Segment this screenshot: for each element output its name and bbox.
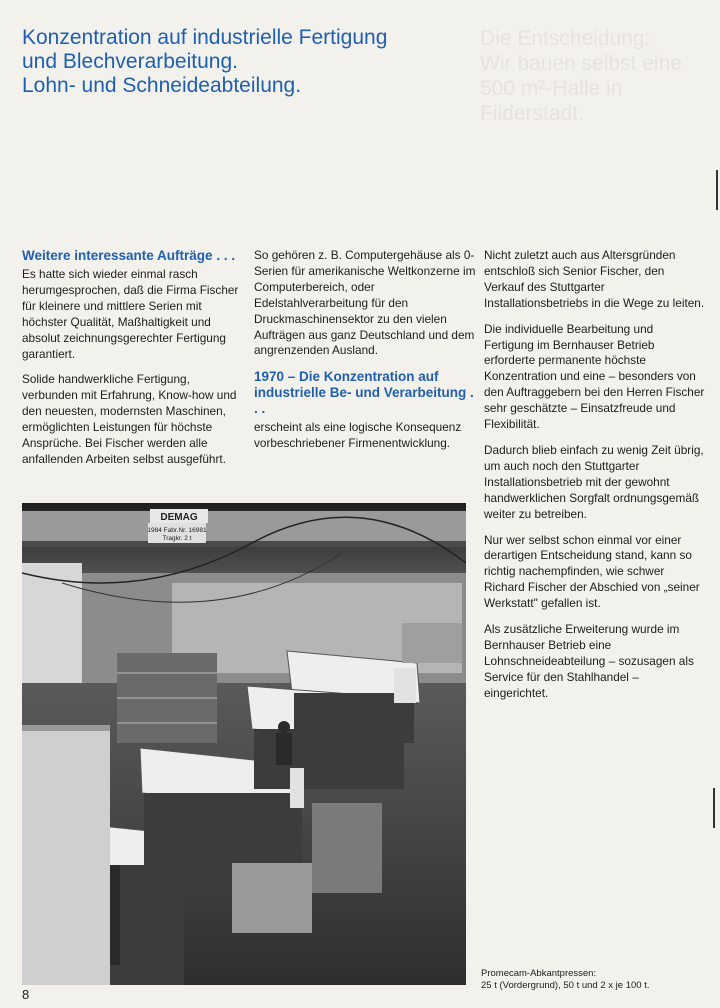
crane-plate-line: 1984 Fabr.Nr. 16981 (147, 527, 207, 534)
bleed-through-line: Wir bauen selbst eine 500 m²-Halle in Filderstadt. (480, 52, 682, 125)
paragraph: Nur wer selbst schon einmal vor einer derartigen Entscheidung stand, kann so richtig nachempfinden, wie schwer Richard Fischer der Abschied von „seiner Werkstatt" gefallen ist. (484, 532, 700, 611)
section-heading: Weitere interessante Aufträge . . . (22, 248, 236, 263)
crane-brand-label: DEMAG (160, 512, 198, 523)
workshop-photo-illustration (22, 503, 466, 985)
paragraph: Dadurch blieb einfach zu wenig Zeit übrig, um auch noch den Stuttgarter Installationsbetrieb mit der gewohnt handwerklichen Sorgfalt ordnungsgemäß weiter zu betreiben. (484, 442, 704, 521)
paragraph: Es hatte sich wieder einmal rasch herumgesprochen, daß die Firma Fischer für kleinere und mittlere Serien mit höchster Qualität, Maßhaltigkeit und absolut zeichnungsgerechter Fertigung garantiert. (22, 267, 239, 361)
paragraph: erscheint als eine logische Konsequenz vorbeschriebener Firmenentwicklung. (254, 420, 462, 451)
paragraph: So gehören z. B. Computergehäuse als 0-Serien für amerikanische Weltkonzerne im Computerbereich, oder Edelstahlverarbeitung für den Druckmaschinensektor zu den vielen Aufträgen aus ganz Deutschland und dem angrenzenden Ausland. (254, 248, 476, 358)
paragraph: Als zusätzliche Erweiterung wurde im Bernhauser Betrieb eine Lohnschneideabteilung – sozusagen als Service für den Stahlhandel – eingerichtet. (484, 622, 694, 700)
title-line: Konzentration auf industrielle Fertigung (22, 26, 388, 49)
section-heading: 1970 – Die Konzentration auf industrielle Be- und Verarbeitung . . . (254, 369, 474, 417)
title-line: Lohn- und Schneideabteilung. (22, 74, 302, 97)
caption-line: Promecam-Abkantpressen: (481, 968, 597, 979)
text-column-2 (254, 248, 478, 462)
binding-mark (716, 170, 718, 210)
text-column-3 (484, 248, 706, 712)
caption-line: 25 t (Vordergrund), 50 t und 2 x je 100 t. (481, 979, 650, 991)
text-column-1 (22, 248, 244, 478)
paragraph: Solide handwerkliche Fertigung, verbunden mit Erfahrung, Know-how und den neuesten, modernsten Maschinen, ermöglichten Leistungen für höchste Ansprüche. Bei Fischer werden alle anfallenden Arbeiten selbst ausgeführt. (22, 372, 237, 466)
paragraph: Nicht zuletzt auch aus Altersgründen entschloß sich Senior Fischer, den Verkauf des Stuttgarter Installationsbetriebs in die Wege zu leiten. (484, 248, 705, 310)
photo-caption (481, 968, 711, 991)
bleed-through-line: Die Entscheidung: (480, 27, 651, 50)
paragraph: Die individuelle Bearbeitung und Fertigung im Bernhauser Betrieb erforderte permanente höchste Konzentration und eine – besonders von den Auftraggebern bei den Herren Fischer sehr geschätzte – Einsatzfreude und Flexibilität. (484, 321, 705, 432)
binding-mark (713, 788, 715, 828)
crane-plate-line: Tragkr. 2 t (162, 535, 192, 542)
page-number: 8 (22, 987, 30, 1002)
workshop-photo (22, 503, 466, 985)
page-title (22, 26, 442, 98)
title-line: und Blechverarbeitung. (22, 50, 238, 73)
bleed-through-text (480, 26, 710, 126)
